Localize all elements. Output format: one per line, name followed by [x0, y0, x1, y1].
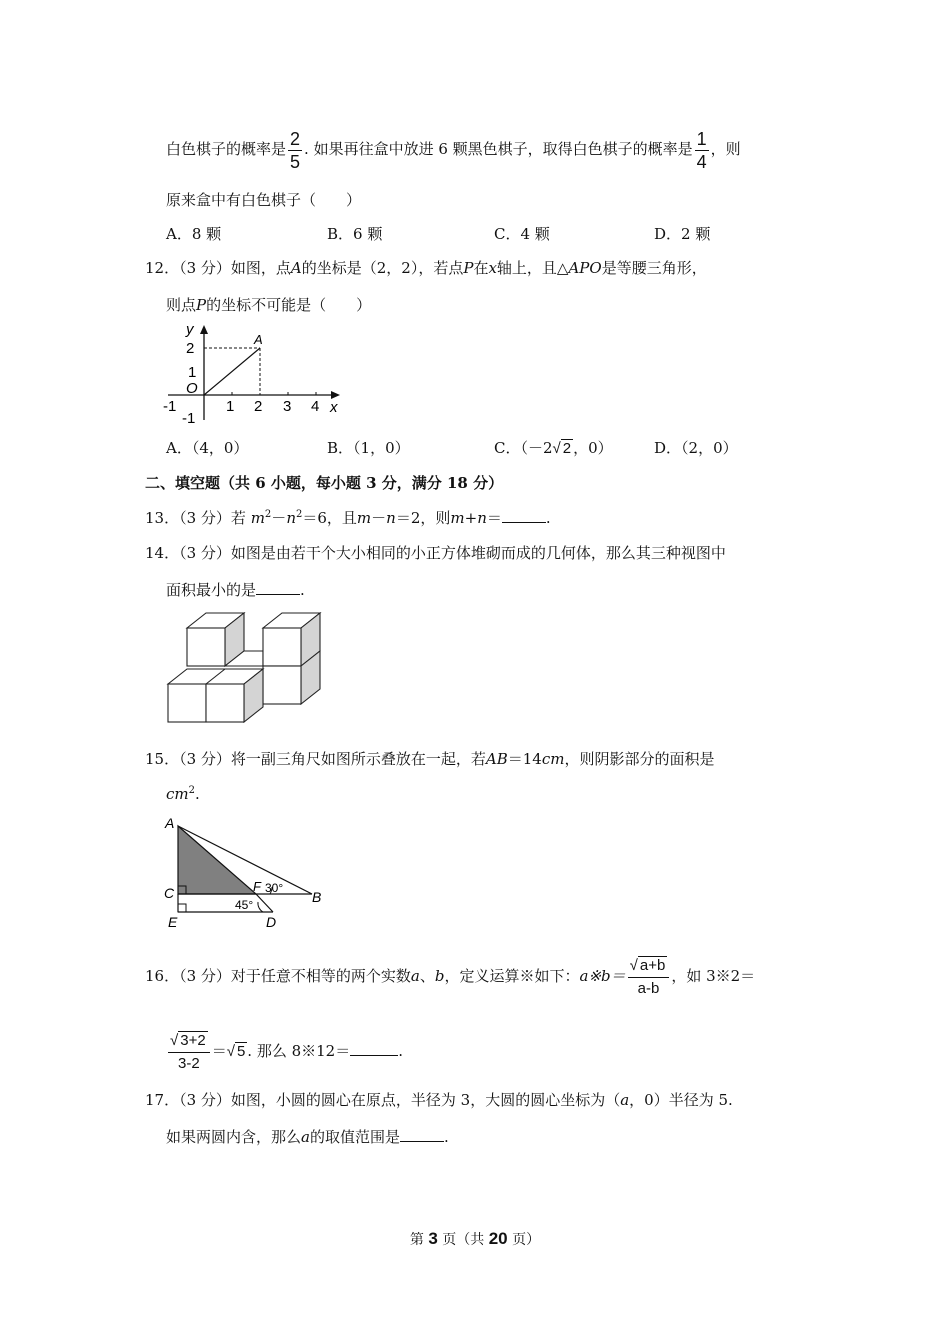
sqrt-5: √ 5 — [226, 1043, 246, 1060]
answer-blank — [400, 1141, 444, 1142]
q12-line1: 12．（3 分）如图，点A的坐标是（2，2），若点P在x轴上，且△APO是等腰三角形， — [145, 259, 707, 277]
x-tick-4: 4 — [311, 398, 320, 415]
fraction-1-4: $\frac{1}{4}$ — [696, 128, 707, 172]
origin-label: O — [186, 380, 198, 397]
page-footer: 第 3 页（共 20 页） — [409, 1229, 541, 1248]
q11-line1: 白色棋子的概率是 $\frac{2}{5}$ . 如果再往盒中放进 6 颗黑色棋子，取得白色棋子的概率是 $\frac{1}{4}$ ，则 — [166, 128, 741, 172]
page-number: 3 — [428, 1229, 438, 1248]
q16-line1: 16．（3 分）对于任意不相等的两个实数a、b，定义运算※如下：a※b＝ $\frac{√ a+b}{a-b}$ ，如 3※2＝ — [145, 956, 756, 997]
label-d: D — [266, 914, 277, 930]
q12-option-a: A．（4，0） — [166, 439, 249, 457]
q11-option-b: B．6 颗 — [327, 225, 383, 243]
q14-cube-figure — [160, 605, 330, 727]
q12-option-c: C．（－2√ 2 ，0） — [494, 439, 613, 457]
segment-oa — [204, 348, 260, 395]
label-e: E — [168, 914, 178, 930]
label-45: 45° — [235, 898, 254, 912]
x-tick-3: 3 — [283, 398, 292, 415]
cube-bottom-left-front — [168, 684, 206, 722]
cube-top-right-front — [263, 628, 301, 666]
operation-fraction: $\frac{√ a+b}{a-b}$ — [628, 958, 670, 997]
y-axis-arrow — [200, 325, 208, 334]
cube-top-left-front — [187, 628, 225, 666]
section-heading: 二、填空题（共 6 小题，每小题 3 分，满分 18 分） — [145, 474, 504, 492]
point-a-label: A — [254, 332, 263, 347]
total-pages: 20 — [488, 1229, 508, 1248]
y-tick-1: 1 — [188, 364, 197, 381]
answer-blank — [502, 522, 546, 523]
q15-triangle-figure — [160, 812, 330, 932]
x-tick-neg1: -1 — [163, 398, 177, 415]
q17-line1: 17．（3 分）如图，小圆的圆心在原点，半径为 3，大圆的圆心坐标为（a，0）半径为 5. — [145, 1091, 733, 1109]
x-label: x — [330, 399, 338, 416]
x-tick-1: 1 — [226, 398, 235, 415]
q12-option-b: B．（1，0） — [327, 439, 410, 457]
q17-line2: 如果两圆内含，那么a的取值范围是 . — [166, 1128, 449, 1146]
q16-line2: $\frac{√ 3+2}{3-2}$ ＝√ 5 . 那么 8※12＝ . — [166, 1026, 403, 1076]
q15-line2: $cm^2$. — [166, 785, 200, 803]
label-b: B — [312, 889, 322, 905]
answer-blank — [350, 1055, 398, 1056]
q11-line2: 原来盒中有白色棋子（ ） — [166, 191, 362, 209]
label-30: 30° — [265, 881, 284, 895]
q11-option-d: D．2 颗 — [654, 225, 711, 243]
q15-line1: 15．（3 分）将一副三角尺如图所示叠放在一起，若AB＝14cm，则阴影部分的面积是 — [145, 750, 715, 768]
q12-option-d: D．（2，0） — [654, 439, 738, 457]
answer-blank — [256, 594, 300, 595]
q12-coordinate-graph — [160, 320, 350, 426]
fraction-2-5: $\frac{2}{5}$ — [290, 128, 301, 172]
q13-line: 13．（3 分）若 $m^2-n^2=6$，且m－n＝2，则m+n＝ . — [145, 509, 551, 527]
q14-line1: 14．（3 分）如图是由若干个大小相同的小正方体堆砌而成的几何体，那么其三种视图中 — [145, 544, 726, 562]
q11-option-c: C．4 颗 — [494, 225, 550, 243]
cube-bottom-mid-front — [206, 684, 244, 722]
label-f: F — [253, 879, 261, 894]
y-tick-2: 2 — [186, 340, 195, 357]
y-label: y — [186, 321, 194, 338]
q12-line2: 则点P的坐标不可能是（ ） — [166, 296, 372, 314]
x-tick-2: 2 — [254, 398, 263, 415]
label-a: A — [165, 815, 175, 831]
cube-bottom-right-front — [263, 666, 301, 704]
line-fd — [256, 894, 273, 912]
q11-option-a: A．8 颗 — [166, 225, 222, 243]
label-c: C — [164, 885, 175, 901]
x-axis-arrow — [331, 391, 340, 399]
q14-line2: 面积最小的是 . — [166, 581, 305, 599]
example-fraction: $\frac{√ 3+2}{3-2}$ — [168, 1033, 210, 1072]
y-tick-neg1: -1 — [182, 410, 196, 426]
sqrt-2: √ 2 — [552, 440, 572, 457]
